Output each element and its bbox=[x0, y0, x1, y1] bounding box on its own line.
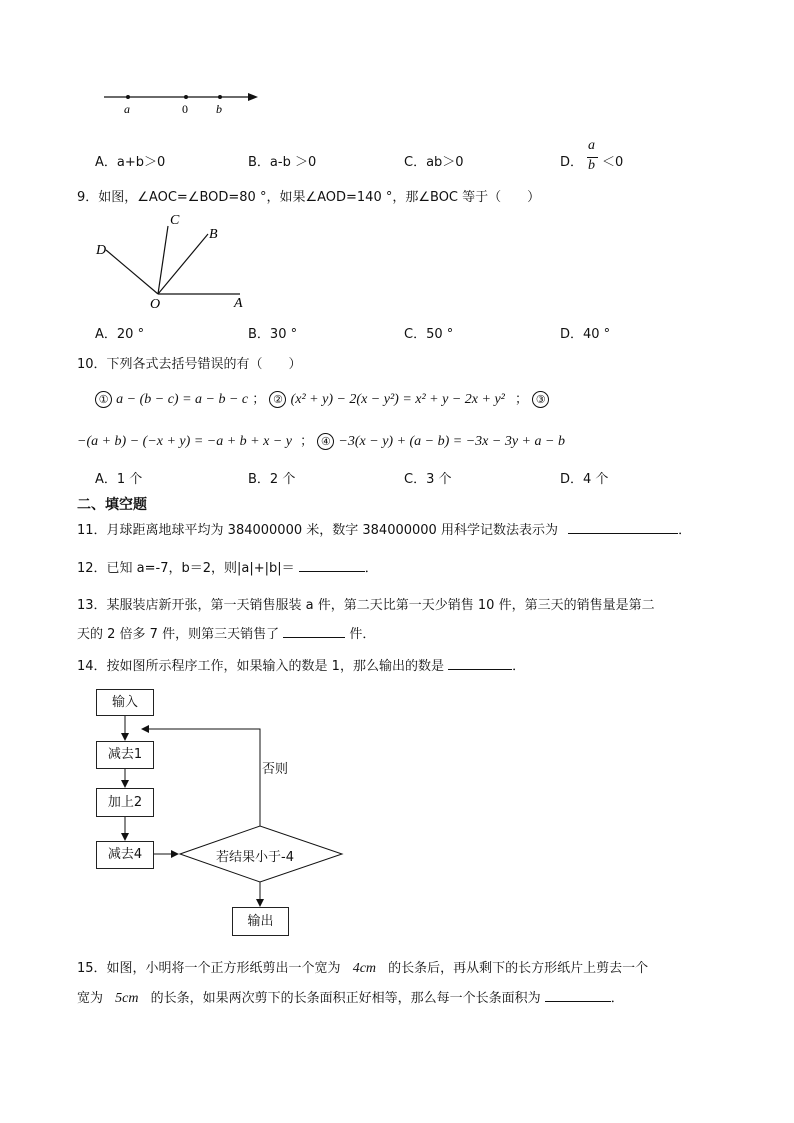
q10-option-c[interactable]: C．3 个 bbox=[404, 472, 452, 487]
circled-number-1: ① bbox=[95, 391, 112, 408]
fraction-numerator: a bbox=[588, 138, 595, 153]
q12-end: ． bbox=[364, 561, 378, 576]
q8-option-d-suffix: ＜0 bbox=[602, 155, 624, 170]
q9-option-b[interactable]: B．30 ° bbox=[248, 327, 298, 342]
q15-text-1a: 15．如图，小明将一个正方形纸剪出一个宽为 bbox=[77, 961, 341, 976]
q9-option-c[interactable]: C．50 ° bbox=[404, 327, 454, 342]
separator: ； bbox=[515, 392, 529, 407]
q10-option-a[interactable]: A．1 个 bbox=[95, 472, 143, 487]
q15-line-2 bbox=[77, 987, 624, 1007]
q15-end: ． bbox=[610, 991, 624, 1006]
flow-output-box: 输出 bbox=[232, 907, 289, 936]
q8-option-b[interactable]: B．a-b ＞0 bbox=[248, 155, 317, 170]
q8-option-a[interactable]: A．a+b＞0 bbox=[95, 155, 166, 170]
q15-line-1 bbox=[77, 957, 648, 977]
flow-add-2-box: 加上2 bbox=[96, 788, 154, 817]
angle-label-a: A bbox=[234, 296, 243, 311]
q15-text-2a: 宽为 bbox=[77, 991, 104, 1006]
flow-input-box: 输入 bbox=[96, 689, 154, 716]
angle-label-o: O bbox=[150, 297, 161, 312]
q13-end: 件． bbox=[345, 627, 376, 642]
q12-text: 12．已知 a=-7，b＝2，则|a|+|b|＝ bbox=[77, 561, 295, 576]
flow-condition-label: 若结果小于-4 bbox=[216, 850, 294, 865]
q10-option-d[interactable]: D．4 个 bbox=[560, 472, 609, 487]
number-line-label-0: 0 bbox=[182, 102, 188, 116]
separator: ； bbox=[300, 434, 314, 449]
section-title: 二、填空题 bbox=[77, 497, 147, 513]
q9-option-d[interactable]: D．40 ° bbox=[560, 327, 611, 342]
flow-subtract-4-box: 减去4 bbox=[96, 841, 154, 869]
q14-text: 14．按如图所示程序工作，如果输入的数是 1，那么输出的数是 bbox=[77, 659, 444, 674]
number-line-label-b: b bbox=[216, 102, 222, 116]
fraction-denominator: b bbox=[588, 158, 595, 173]
angle-label-d: D bbox=[96, 243, 107, 258]
q9-option-a[interactable]: A．20 ° bbox=[95, 327, 145, 342]
number-line-label-a: a bbox=[124, 102, 130, 116]
q8-option-d-prefix: D． bbox=[560, 155, 584, 170]
q11-text: 11．月球距离地球平均为 384000000 米，数字 384000000 用科学记数法表示为 bbox=[77, 523, 558, 538]
flow-else-label: 否则 bbox=[262, 762, 289, 777]
q9-stem: 9．如图，∠AOC=∠BOD=80 °，如果∠AOD=140 °，那∠BOC 等于（ ） bbox=[77, 190, 541, 205]
answer-blank[interactable] bbox=[545, 987, 611, 1002]
q14-end: ． bbox=[512, 659, 526, 674]
q13-text: 天的 2 倍多 7 件，则第三天销售了 bbox=[77, 627, 280, 642]
q15-text-2b: 的长条，如果两次剪下的长条面积正好相等，那么每一个长条面积为 bbox=[150, 991, 541, 1006]
q10-stem: 10．下列各式去括号错误的有（ ） bbox=[77, 357, 302, 372]
angle-label-b: B bbox=[209, 227, 218, 242]
q13-line-1: 13．某服装店新开张，第一天销售服装 a 件，第二天比第一天少销售 10 件，第三天的销售量是第二 bbox=[77, 598, 655, 613]
expression-1: a − (b − c) = a − b − c bbox=[116, 392, 249, 407]
q15-width-5cm: 5cm bbox=[115, 991, 139, 1006]
q15-width-4cm: 4cm bbox=[352, 961, 377, 976]
circled-number-4: ④ bbox=[317, 433, 334, 450]
angle-label-c: C bbox=[170, 213, 180, 228]
expression-3: −(a + b) − (−x + y) = −a + b + x − y bbox=[77, 434, 292, 449]
flow-subtract-1-box: 减去1 bbox=[96, 741, 154, 769]
circled-number-3: ③ bbox=[532, 391, 549, 408]
separator: ； bbox=[252, 392, 266, 407]
expression-2: (x² + y) − 2(x − y²) = x² + y − 2x + y² bbox=[290, 392, 505, 407]
q11-end: ． bbox=[678, 523, 692, 538]
expression-4: −3(x − y) + (a − b) = −3x − 3y + a − b bbox=[338, 434, 565, 449]
circled-number-2: ② bbox=[269, 391, 286, 408]
q15-text-1b: 的长条后，再从剩下的长方形纸片上剪去一个 bbox=[388, 961, 649, 976]
q8-option-c[interactable]: C．ab＞0 bbox=[404, 155, 464, 170]
q10-option-b[interactable]: B．2 个 bbox=[248, 472, 296, 487]
